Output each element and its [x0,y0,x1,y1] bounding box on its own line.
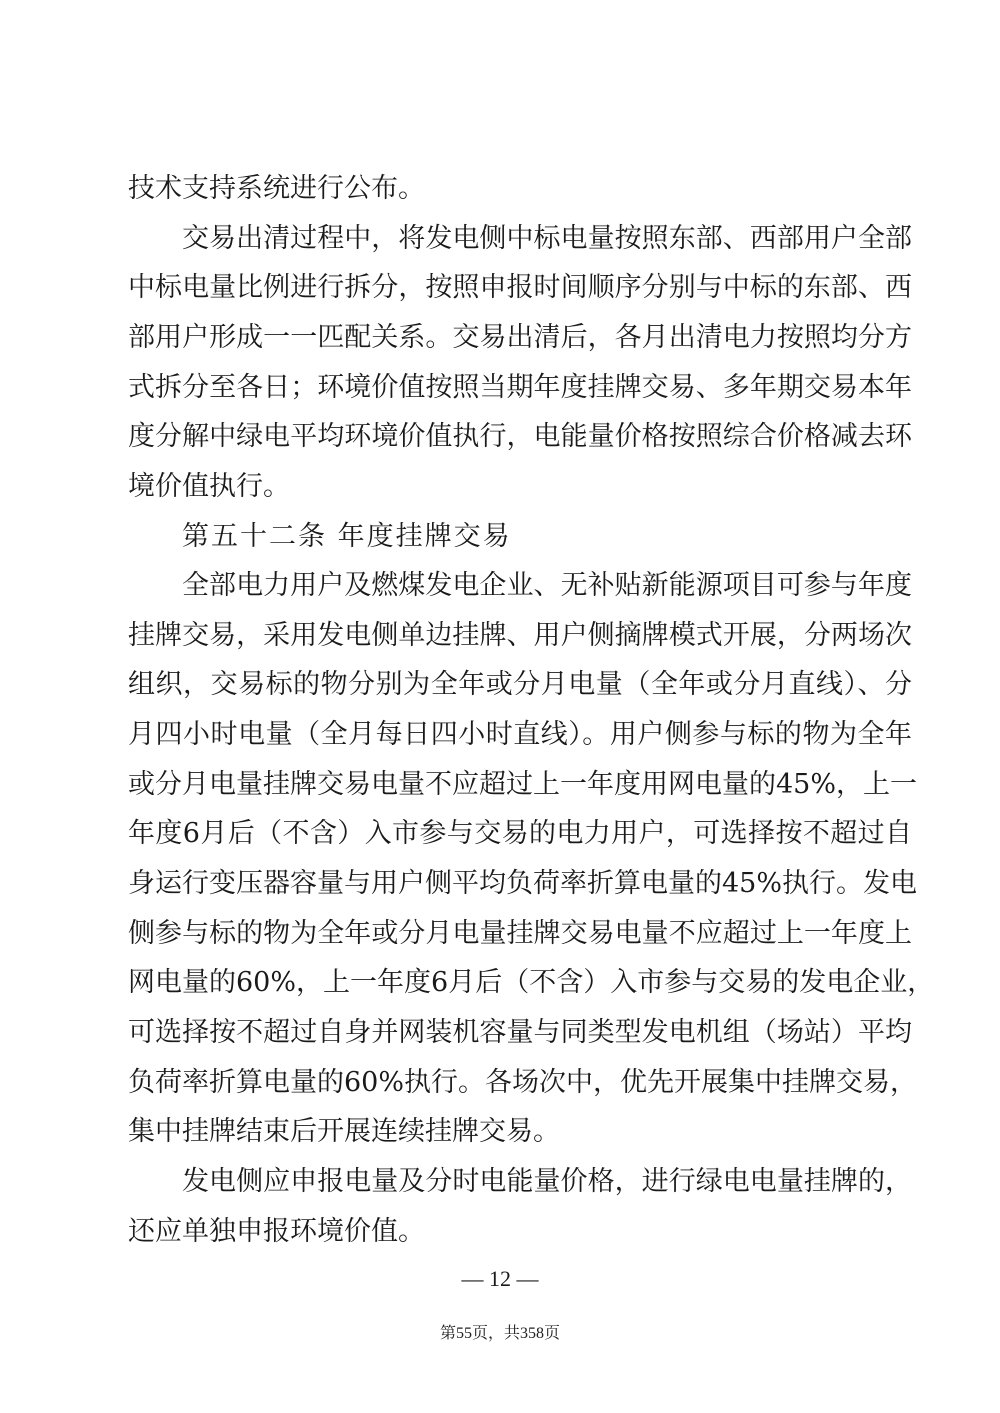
paragraph-line: 挂牌交易，采用发电侧单边挂牌、用户侧摘牌模式开展，分两场次 [128,620,912,651]
paragraph-line: 身运行变压器容量与用户侧平均负荷率折算电量的45%执行。发电 [128,868,918,899]
paragraph-line: 网电量的60%，上一年度6月后（不含）入市参与交易的发电企业， [128,967,935,998]
paragraph-line: 集中挂牌结束后开展连续挂牌交易。 [128,1116,560,1147]
paragraph-line: 交易出清过程中，将发电侧中标电量按照东部、西部用户全部 [182,223,912,254]
paragraph-line: 部用户形成一一匹配关系。交易出清后，各月出清电力按照均分方 [128,322,912,353]
page-footer: 第55页，共358页 [439,1325,560,1342]
paragraph-line: 境价值执行。 [128,471,290,502]
paragraph-line: 技术支持系统进行公布。 [128,173,425,204]
paragraph-line: 发电侧应申报电量及分时电能量价格，进行绿电电量挂牌的， [182,1166,912,1197]
paragraph-line: 组织，交易标的物分别为全年或分月电量（全年或分月直线）、分 [128,669,912,700]
paragraph-line: 侧参与标的物为全年或分月电量挂牌交易电量不应超过上一年度上 [128,918,912,949]
page-number: — 12 — [461,1266,539,1291]
paragraph-line: 还应单独申报环境价值。 [128,1216,425,1247]
paragraph-line: 负荷率折算电量的60%执行。各场次中，优先开展集中挂牌交易， [128,1067,918,1098]
paragraph-line: 全部电力用户及燃煤发电企业、无补贴新能源项目可参与年度 [182,570,912,601]
paragraph-line: 或分月电量挂牌交易电量不应超过上一年度用网电量的45%，上一 [128,769,918,800]
paragraph-line: 度分解中绿电平均环境价值执行，电能量价格按照综合价格减去环 [128,421,912,452]
section-heading: 第五十二条 年度挂牌交易 [182,521,512,552]
paragraph-line: 月四小时电量（全月每日四小时直线）。用户侧参与标的物为全年 [128,719,912,750]
paragraph-line: 中标电量比例进行拆分，按照申报时间顺序分别与中标的东部、西 [128,272,912,303]
paragraph-line: 式拆分至各日；环境价值按照当期年度挂牌交易、多年期交易本年 [128,372,912,403]
paragraph-line: 年度6月后（不含）入市参与交易的电力用户，可选择按不超过自 [128,818,912,849]
paragraph-line: 可选择按不超过自身并网装机容量与同类型发电机组（场站）平均 [128,1017,912,1048]
